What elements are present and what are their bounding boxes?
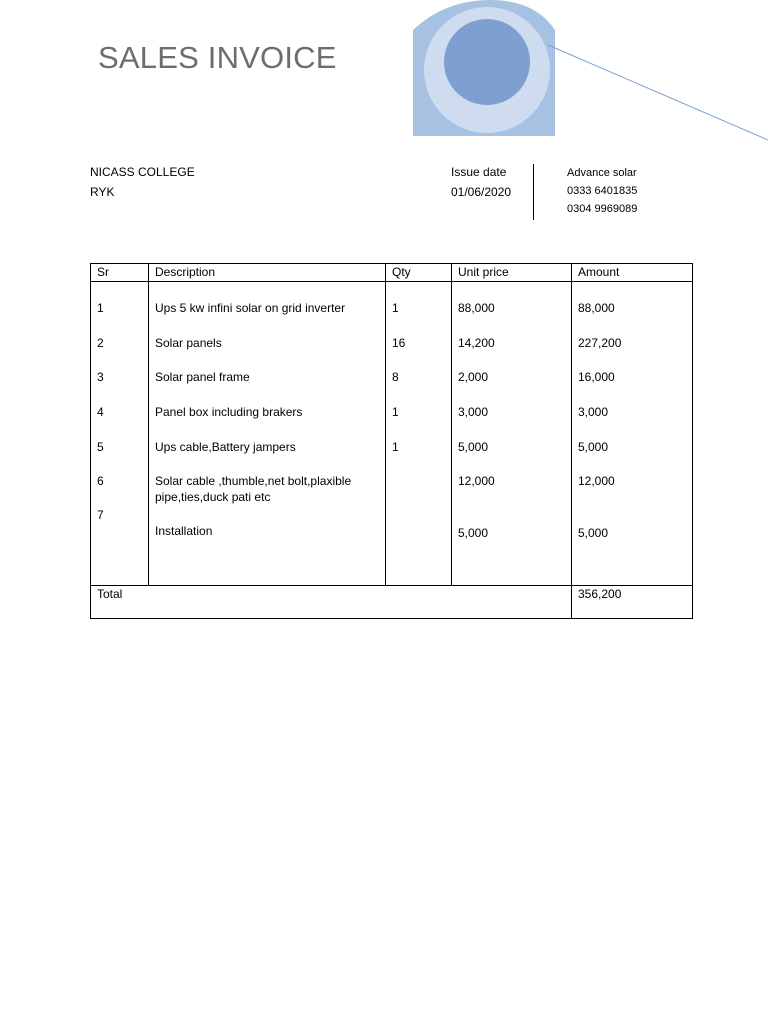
cell-amount-7: 5,000 [578,526,609,541]
header-qty: Qty [386,264,452,282]
header-sr: Sr [91,264,149,282]
table-row [91,439,693,474]
cell-sr: 1 [91,282,149,335]
cell-sr: 3 [91,369,149,404]
cell-unit-price: 3,000 [452,404,572,439]
cell-description-6: Solar cable ,thumble,net bolt,plaxible pipe,ties,duck pati etc [155,474,352,505]
vertical-divider [533,164,534,220]
table-row [91,404,693,439]
cell-description: Solar panels [149,335,386,370]
supplier-block [567,164,637,218]
logo-inner-circle [444,19,530,105]
cell-qty: 1 [386,282,452,335]
bill-to-city: RYK [90,185,115,199]
cell-unit-price: 5,000 [452,439,572,474]
cell-unit-price-7: 5,000 [458,526,489,541]
cell-qty [386,473,452,541]
cell-qty: 1 [386,439,452,474]
header-description: Description [149,264,386,282]
cell-unit-price: 88,000 [452,282,572,335]
cell-sr: 5 [91,439,149,474]
supplier-phone-1: 0333 6401835 [567,185,638,197]
table-header-row [91,264,693,282]
issue-date-label: Issue date [451,165,507,179]
cell-sr: 4 [91,404,149,439]
cell-description: Ups cable,Battery jampers [149,439,386,474]
table-row [91,369,693,404]
cell-qty: 16 [386,335,452,370]
cell-unit-price [452,473,572,541]
cell-amount-6: 12,000 [578,474,615,489]
cell-sr [91,473,149,541]
cell-sr-6: 6 [97,474,104,489]
cell-unit-price-6: 12,000 [458,474,495,489]
cell-description [149,473,386,541]
cell-amount: 16,000 [572,369,693,404]
issue-date-value: 01/06/2020 [451,185,512,199]
header-unit-price: Unit price [452,264,572,282]
invoice-table [90,263,693,619]
cell-qty: 8 [386,369,452,404]
cell-unit-price: 14,200 [452,335,572,370]
logo-accent-line [548,45,768,140]
table-spacer-row [91,541,693,586]
total-row [91,586,693,619]
bill-to-name: NICASS COLLEGE [90,165,195,179]
cell-amount: 3,000 [572,404,693,439]
cell-sr-7: 7 [97,508,104,523]
table-row [91,282,693,335]
cell-description: Panel box including brakers [149,404,386,439]
cell-description-7: Installation [155,524,213,539]
total-amount: 356,200 [572,586,693,619]
cell-sr: 2 [91,335,149,370]
cell-qty: 1 [386,404,452,439]
table-row [91,473,693,541]
cell-amount: 5,000 [572,439,693,474]
cell-unit-price: 2,000 [452,369,572,404]
cell-amount: 227,200 [572,335,693,370]
cell-amount: 88,000 [572,282,693,335]
cell-description: Solar panel frame [149,369,386,404]
bill-to-block [90,162,195,202]
header-amount: Amount [572,264,693,282]
invoice-title: SALES INVOICE [98,40,337,75]
cell-description: Ups 5 kw infini solar on grid inverter [149,282,386,335]
total-label: Total [91,586,572,619]
cell-amount [572,473,693,541]
issue-date-block [451,162,511,202]
supplier-phone-2: 0304 9969089 [567,203,638,215]
table-row [91,335,693,370]
supplier-name: Advance solar [567,167,637,179]
